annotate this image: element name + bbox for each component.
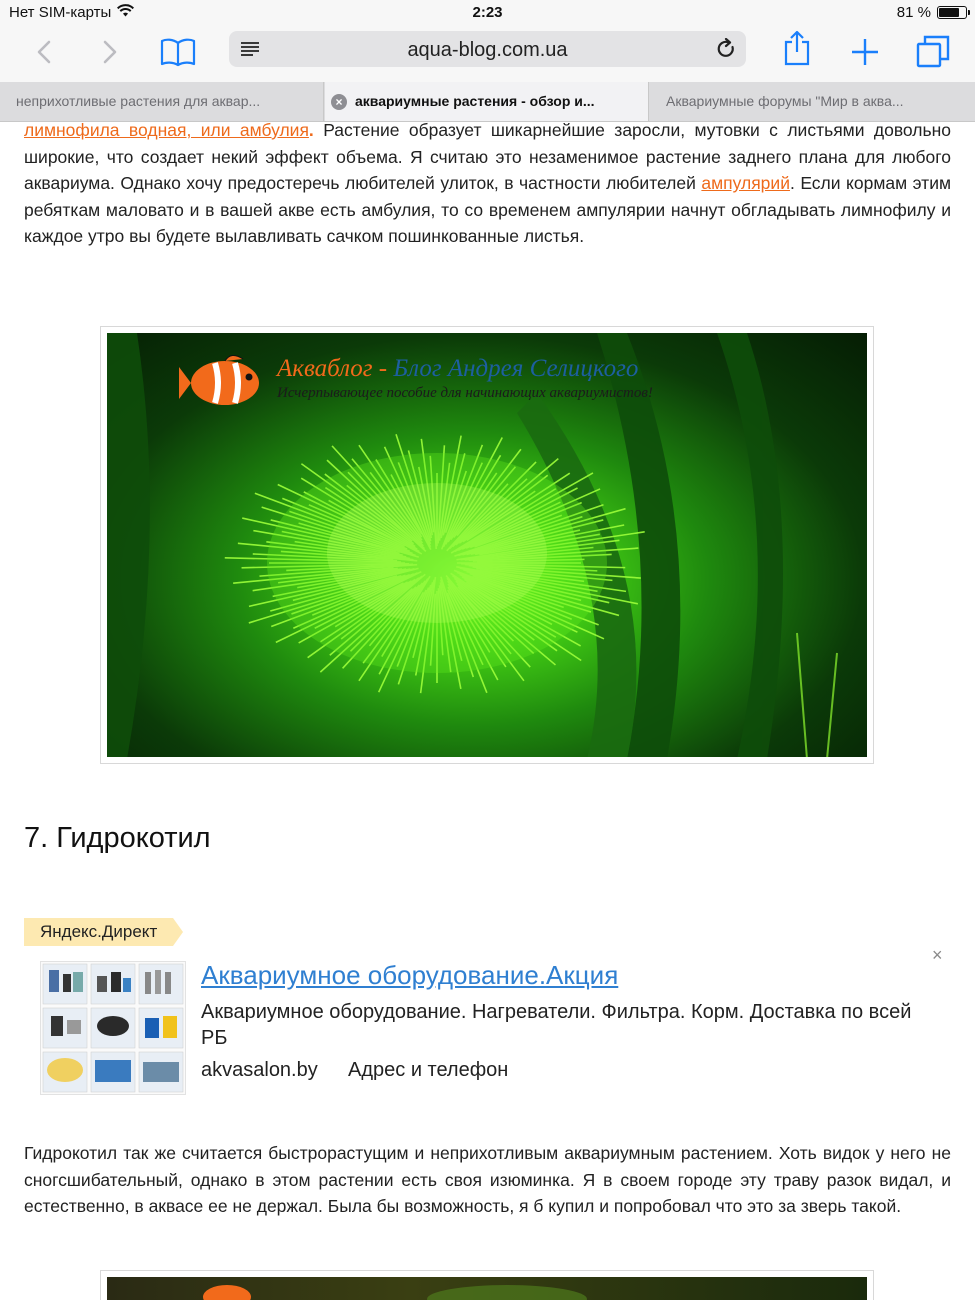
ad-product-grid <box>41 962 185 1094</box>
chevron-right-icon <box>103 40 117 64</box>
hydrocotyle-image <box>107 1277 867 1300</box>
ad-description: Аквариумное оборудование. Нагреватели. Фильтра. Корм. Доставка по всей РБ <box>201 1001 912 1049</box>
ad-contact-link[interactable]: Адрес и телефон <box>348 1059 509 1081</box>
tabs-icon <box>916 35 950 69</box>
watermark-title <box>277 355 638 383</box>
tab-2-active[interactable] <box>325 82 649 121</box>
battery-icon <box>937 6 967 19</box>
url-text: aqua-blog.com.ua <box>407 39 568 61</box>
chevron-left-icon <box>37 40 51 64</box>
new-tab-button[interactable] <box>845 34 885 70</box>
paragraph-hydrocotyle: Гидрокотил так же считается быстрорастущим и неприхотливым аквариумным растением. Хоть видок у него не сногсшибательный, однако в этом растении есть своя изюминка. Я в своем городе эту траву разок видал, и естественно, в аквасе ее не держал. Была бы возможность, я б купил и попробовал что это за зверь такой. <box>24 1143 951 1217</box>
bookmarks-button[interactable] <box>158 34 198 70</box>
paragraph-text: . Если кормам этим ребяткам маловато и в вашей акве есть амбулия, то со временем ампулярии начнут обгладывать лимнофилу и каждое утро вы будете вылавливать сачком пошинкованные листья. <box>24 173 952 247</box>
plus-icon <box>851 38 879 66</box>
watermark-title-part-a: Акваблог - <box>277 355 394 382</box>
status-right <box>897 4 967 21</box>
ad-domain-link[interactable]: akvasalon.by <box>201 1059 318 1081</box>
tab-3[interactable] <box>650 82 974 121</box>
tab-title: аквариумные растения - обзор и... <box>355 93 595 109</box>
link-dot: . <box>308 122 314 140</box>
yandex-direct-label[interactable]: Яндекс.Директ <box>24 918 173 946</box>
address-bar[interactable] <box>229 31 746 67</box>
tab-title: Аквариумные форумы "Мир в аква... <box>666 93 904 109</box>
browser-toolbar <box>0 26 975 82</box>
paragraph-limnophila <box>24 122 951 250</box>
book-icon <box>160 37 196 67</box>
watermark-title-part-b: Блог Андрея Селицкого <box>393 355 639 382</box>
forward-button[interactable] <box>90 34 130 70</box>
share-button[interactable] <box>777 30 817 66</box>
hydrocotyle-photo-partial <box>100 1270 874 1300</box>
ad-thumbnail[interactable] <box>40 961 186 1095</box>
status-bar <box>0 0 975 26</box>
reload-icon[interactable] <box>716 38 736 65</box>
ad-title-link[interactable]: Аквариумное оборудование.Акция <box>201 960 619 990</box>
ad-close-icon[interactable]: × <box>932 945 943 965</box>
status-time: 2:23 <box>472 4 503 21</box>
tab-title: неприхотливые растения для аквар... <box>16 93 261 109</box>
hydrocotyle-illustration <box>107 1277 869 1300</box>
aquarium-plant-image <box>107 333 867 757</box>
tab-bar <box>0 82 975 122</box>
carrier-label: Нет SIM-карты <box>9 4 112 21</box>
tabs-overview-button[interactable] <box>913 34 953 70</box>
section-heading: 7. Гидрокотил <box>24 822 211 854</box>
limnophila-photo <box>100 326 874 764</box>
battery-percent: 81 % <box>896 4 931 21</box>
share-icon <box>783 30 811 66</box>
page-content <box>0 122 975 1300</box>
battery-fill <box>939 8 959 17</box>
watermark-subtitle: Исчерпывающее пособие для начинающих аквариумистов! <box>277 385 653 401</box>
link-limnophila[interactable]: лимнофила водная, или амбулия <box>24 122 309 140</box>
tab-1[interactable] <box>0 82 324 121</box>
clownfish-logo <box>179 355 259 405</box>
back-button[interactable] <box>24 34 64 70</box>
paragraph-text: Растение образует шикарнейшие заросли, мутовки с листьями довольно широкие, что создает некий эффект объема. Я считаю это незаменимое растение заднего плана для любого аквариума. Однако хочу предостеречь любителей улиток, в частности любителей <box>24 122 951 194</box>
link-ampullaria[interactable]: ампулярий <box>701 173 790 194</box>
close-tab-icon[interactable]: × <box>331 94 347 110</box>
